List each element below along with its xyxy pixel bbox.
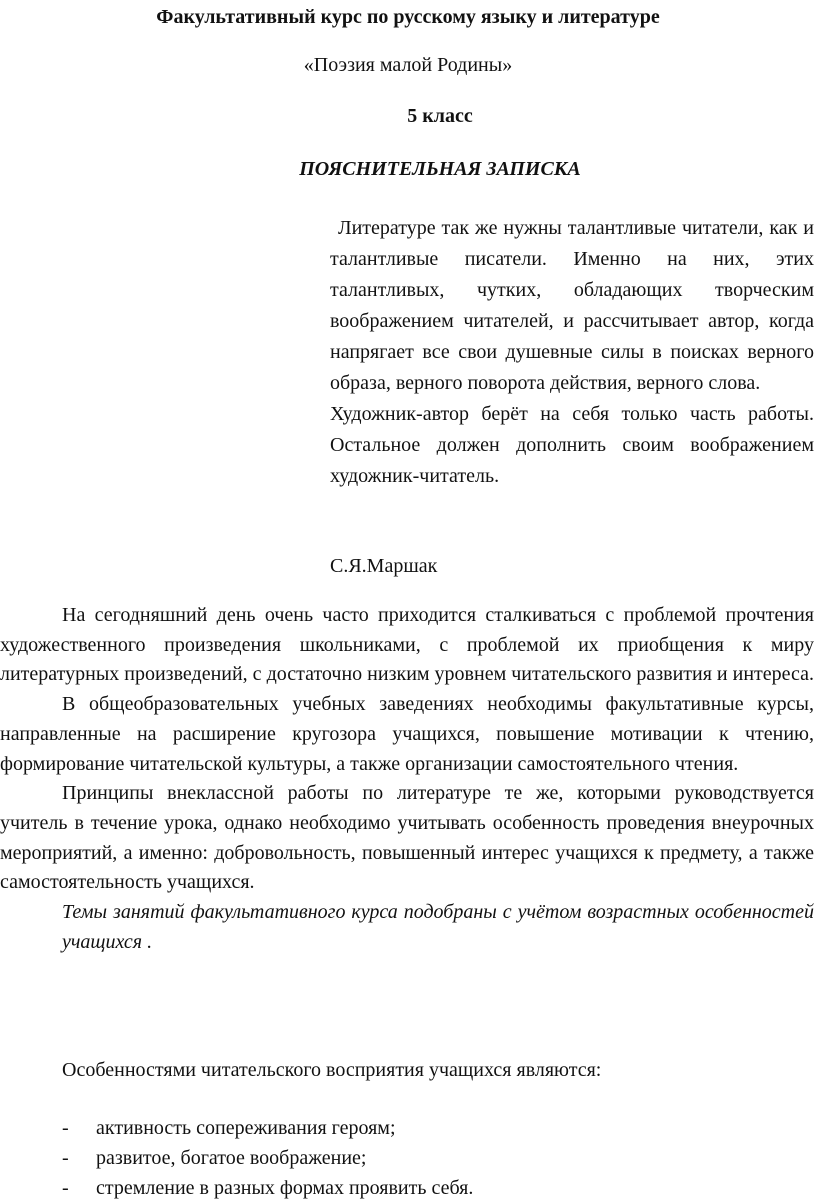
features-list (62, 1113, 802, 1203)
body-paragraph: В общеобразовательных учебных заведениях необходимы факультативные курсы, направленные на расширение кругозора учащихся, повышение мотивации к чтению, формирование читательской культуры, а также организации самостоятельного чтения. (0, 693, 814, 775)
italic-note: Темы занятий факультативного курса подобраны с учётом возрастных особенностей учащихся . (62, 901, 814, 953)
epigraph-author: С.Я.Маршак (330, 555, 438, 577)
list-item (62, 1113, 802, 1143)
epigraph-paragraph: Литературе так же нужны талантливые читатели, как и талантливые писатели. Именно на них, этих талантливых, чутких, обладающих творческим воображением читателей, и рассчитывает автор, когда напрягает все свои душевные силы в поисках верного образа, верного поворота действия, верного слова. (330, 217, 814, 394)
list-item-text: активность сопереживания героям; (96, 1117, 396, 1139)
section-heading: ПОЯСНИТЕЛЬНАЯ ЗАПИСКА (299, 158, 581, 180)
epigraph-paragraph: Художник-автор берёт на себя только часть работы. Остальное должен дополнить своим воображением художник-читатель. (330, 403, 814, 487)
list-item (62, 1173, 802, 1203)
bullet-dash: - (62, 1177, 69, 1199)
bullet-dash: - (62, 1147, 69, 1169)
features-intro: Особенностями читательского восприятия учащихся являются: (62, 1059, 602, 1081)
bullet-dash: - (62, 1117, 69, 1139)
body-text (0, 601, 814, 957)
course-subtitle: «Поэзия малой Родины» (303, 54, 513, 76)
list-item-text: развитое, богатое воображение; (96, 1147, 367, 1169)
epigraph (330, 213, 814, 492)
grade-label: 5 класс (407, 105, 473, 127)
body-paragraph: На сегодняшний день очень часто приходится сталкиваться с проблемой прочтения художественного произведения школьниками, с проблемой их приобщения к миру литературных произведений, с достаточно низким уровнем читательского развития и интереса. (0, 604, 815, 686)
list-item-text: стремление в разных формах проявить себя. (96, 1177, 474, 1199)
body-paragraph: Принципы внеклассной работы по литературе те же, которыми руководствуется учитель в течение урока, однако необходимо учитывать особенность проведения внеурочных мероприятий, а именно: добровольность, повышенный интерес учащихся к предмету, а также самостоятельность учащихся. (0, 782, 814, 894)
list-item (62, 1143, 802, 1173)
document-title: Факультативный курс по русскому языку и литературе (156, 6, 660, 28)
